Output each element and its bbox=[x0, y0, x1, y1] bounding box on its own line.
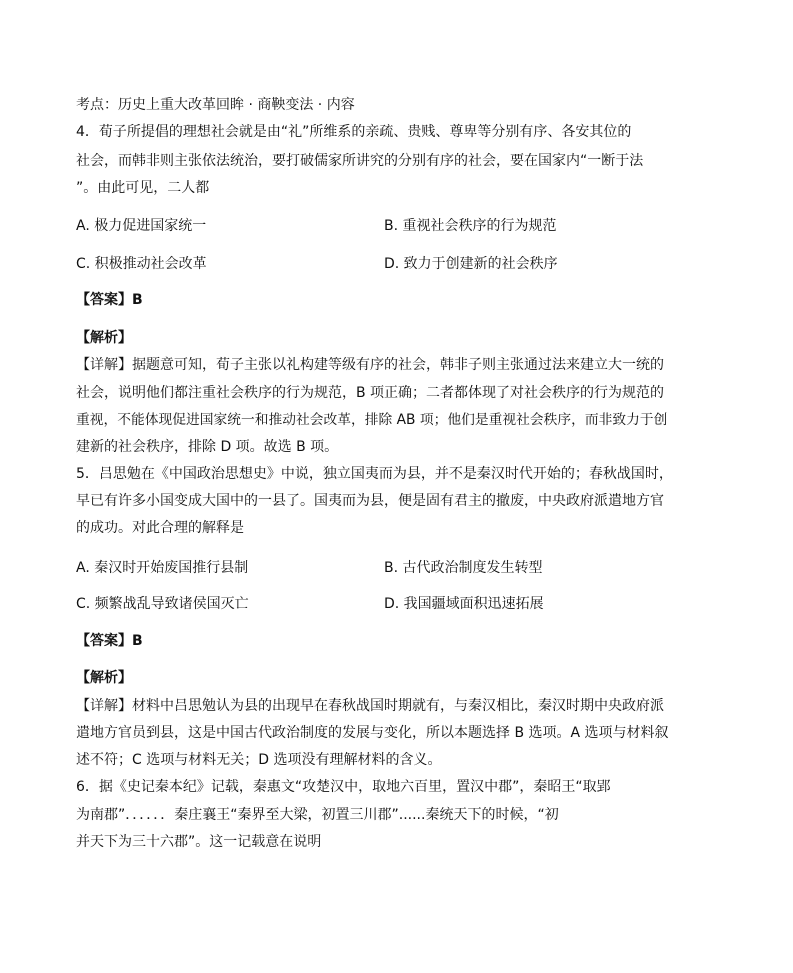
q4-stem-line-1: 4．荀子所提倡的理想社会就是由“礼”所维系的亲疏、贵贱、尊卑等分别有序、各安其位的 bbox=[76, 124, 632, 140]
q5-option-a: A. 秦汉时开始废国推行县制 bbox=[76, 560, 249, 576]
q5-option-d: D. 我国疆域面积迅速拓展 bbox=[384, 596, 544, 612]
q5-stem-line-1: 5．吕思勉在《中国政治思想史》中说，独立国夷而为县，并不是秦汉时代开始的；春秋战国时， bbox=[76, 466, 673, 482]
q4-stem-line-3: ”。由此可见，二人都 bbox=[76, 180, 210, 196]
q4-detail-line-1: 【详解】据题意可知，荀子主张以礼构建等级有序的社会，韩非子则主张通过法来建立大一统的 bbox=[76, 357, 664, 373]
q5-option-b: B. 古代政治制度发生转型 bbox=[384, 560, 543, 576]
q4-stem-line-2: 社会，而韩非则主张依法统治，要打破儒家所讲究的分别有序的社会，要在国家内“一断于法 bbox=[76, 153, 644, 169]
q4-option-c: C. 积极推动社会改革 bbox=[76, 256, 207, 272]
q5-detail-line-2: 遣地方官员到县，这是中国古代政治制度的发展与变化，所以本题选择 B 选项。A 选项与材料叙 bbox=[76, 725, 669, 741]
q6-stem-line-2: 为南郡”．．．．．．秦庄襄王“秦界至大梁，初置三川郡”......秦统天下的时候，“初 bbox=[76, 807, 559, 823]
q5-analysis-heading: 【解析】 bbox=[76, 670, 132, 686]
q4-analysis-heading: 【解析】 bbox=[76, 330, 132, 346]
q5-stem-line-2: 早已有许多小国变成大国中的一县了。国夷而为县，便是固有君主的撤废，中央政府派遣地方官 bbox=[76, 493, 664, 509]
q4-option-a: A. 极力促进国家统一 bbox=[76, 218, 207, 234]
q5-answer: 【答案】B bbox=[76, 633, 143, 649]
exam-point: 考点：历史上重大改革回眸 · 商鞅变法 · 内容 bbox=[76, 97, 355, 113]
q5-detail-line-3: 述不符；C 选项与材料无关；D 选项没有理解材料的含义。 bbox=[76, 752, 442, 768]
q4-option-b: B. 重视社会秩序的行为规范 bbox=[384, 218, 557, 234]
q5-detail-line-1: 【详解】材料中吕思勉认为县的出现早在春秋战国时期就有，与秦汉相比，秦汉时期中央政府派 bbox=[76, 698, 664, 714]
q4-detail-line-3: 重视，不能体现促进国家统一和推动社会改革，排除 AB 项；他们是重视社会秩序，而非致力于创 bbox=[76, 412, 668, 428]
q4-answer: 【答案】B bbox=[76, 292, 143, 308]
q6-stem-line-1: 6．据《史记秦本纪》记载，秦惠文“攻楚汉中，取地六百里，置汉中郡”，秦昭王“取郢 bbox=[76, 779, 611, 795]
q6-stem-line-3: 并天下为三十六郡”。这一记载意在说明 bbox=[76, 834, 322, 850]
q4-detail-line-4: 建新的社会秩序，排除 D 项。故选 B 项。 bbox=[76, 439, 339, 455]
q5-option-c: C. 频繁战乱导致诸侯国灭亡 bbox=[76, 596, 249, 612]
q4-option-d: D. 致力于创建新的社会秩序 bbox=[384, 256, 558, 272]
q5-stem-line-3: 的成功。对此合理的解释是 bbox=[76, 520, 244, 536]
q4-detail-line-2: 社会，说明他们都注重社会秩序的行为规范，B 项正确；二者都体现了对社会秩序的行为规范的 bbox=[76, 385, 665, 401]
